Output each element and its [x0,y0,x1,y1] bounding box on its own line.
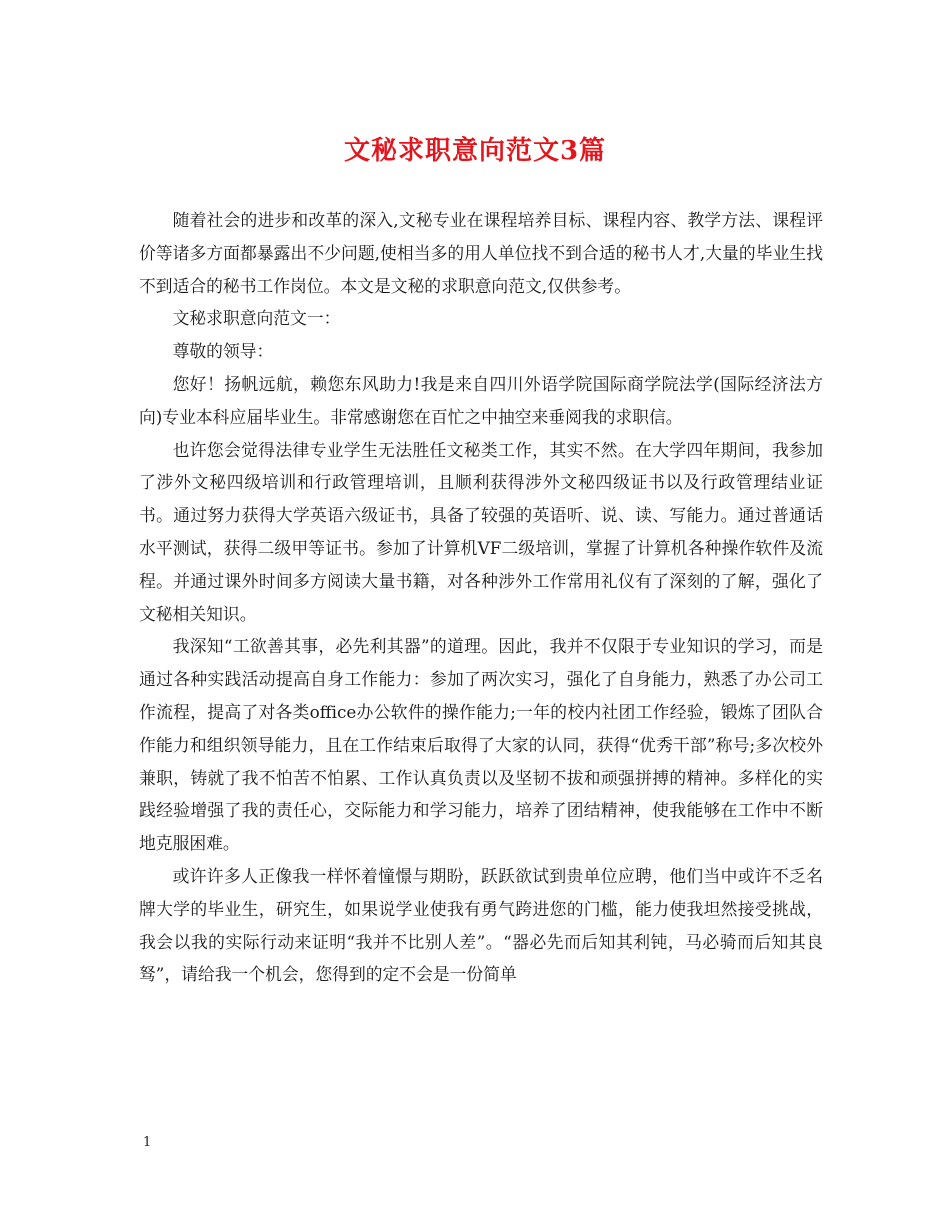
page-number: 1 [143,1135,152,1150]
intro-paragraph: 随着社会的进步和改革的深入,文秘专业在课程培养目标、课程内容、教学方法、课程评价等诸多方面都暴露出不少问题,使相当多的用人单位找不到合适的秘书人才,大量的毕业生找不到适合的秘书工作岗位。本文是文秘的求职意向范文,仅供参考。 [139,210,823,296]
salutation: 尊敬的领导： [172,341,274,362]
body-paragraph: 也许您会觉得法律专业学生无法胜任文秘类工作，其实不然。在大学四年期间，我参加了涉外文秘四级培训和行政管理培训，且顺利获得涉外文秘四级证书以及行政管理结业证书。通过努力获得大学英语六级证书，具备了较强的英语听、说、读、写能力。通过普通话水平测试，获得二级甲等证书。参加了计算机VF二级培训，掌握了计算机各种操作软件及流程。并通过课外时间多方阅读大量书籍，对各种涉外工作常用礼仪有了深刻的了解，强化了文秘相关知识。 [139,439,823,624]
body-paragraph: 或许许多人正像我一样怀着憧憬与期盼，跃跃欲试到贵单位应聘，他们当中或许不乏名牌大学的毕业生，研究生，如果说学业使我有勇气跨进您的门槛，能力使我坦然接受挑战，我会以我的实际行动来证明“我并不比别人差”。“器必先而后知其利钝，马必骑而后知其良驽”，请给我一个机会，您得到的定不会是一份简单 [139,865,823,985]
body-paragraph: 我深知“工欲善其事，必先利其器”的道理。因此，我并不仅限于专业知识的学习，而是通过各种实践活动提高自身工作能力：参加了两次实习，强化了自身能力，熟悉了办公司工作流程，提高了对各类office办公软件的操作能力;一年的校内社团工作经验，锻炼了团队合作能力和组织领导能力，且在工作结束后取得了大家的认同，获得“优秀干部”称号;多次校外兼职，铸就了我不怕苦不怕累、工作认真负责以及坚韧不拔和顽强拼搏的精神。多样化的实践经验增强了我的责任心，交际能力和学习能力，培养了团结精神，使我能够在工作中不断地克服困难。 [139,636,823,854]
document-body [139,204,823,991]
section-heading: 文秘求职意向范文一： [172,308,341,329]
body-paragraph: 您好！扬帆远航，赖您东风助力!我是来自四川外语学院国际商学院法学(国际经济法方向)专业本科应届毕业生。非常感谢您在百忙之中抽空来垂阅我的求职信。 [139,373,823,427]
document-title: 文秘求职意向范文3篇 [343,136,607,166]
